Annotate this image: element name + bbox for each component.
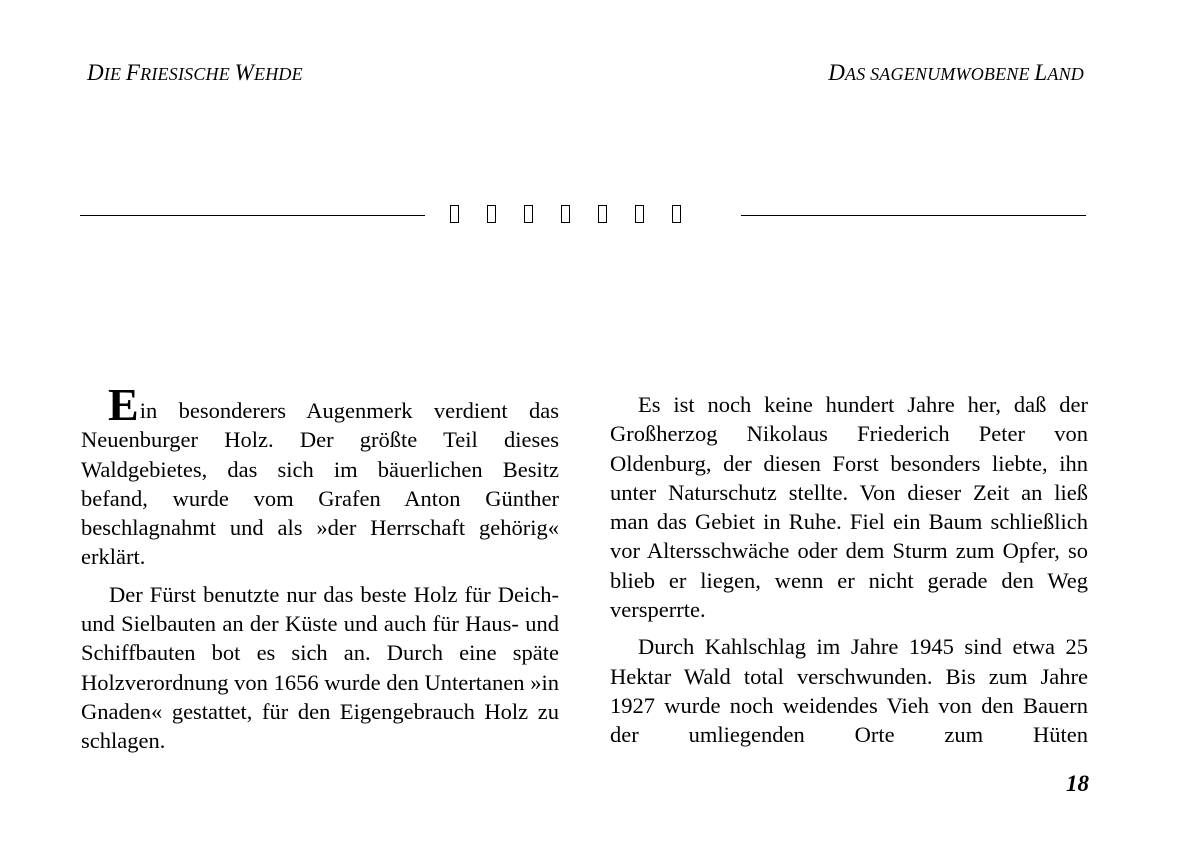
header-right-text: AS SAGENUMWOBENE [845,64,1035,84]
divider-rule-right [741,215,1086,216]
page-number: 18 [1066,771,1089,796]
missing-glyph-icon [672,205,681,223]
drop-cap: E [108,379,139,430]
paragraph [81,379,559,572]
header-right-cap: D [828,60,846,85]
missing-glyph-icon [524,205,533,223]
running-header-left [87,60,303,86]
missing-glyph-icon [450,205,459,223]
paragraph-text: Durch Kahlschlag im Jahre 1945 sind etwa 25 Hektar Wald total verschwunden. Bis zum Jahre 1927 wurde noch weidendes Vieh von den Bauern der umliegenden Orte zum Hüten [610,634,1088,748]
missing-glyph-icon [561,205,570,223]
paragraph [81,580,559,756]
header-right-cap: L [1034,60,1048,85]
header-left-cap: W [234,60,254,85]
ornamental-divider [80,203,1086,229]
text-column-left [81,379,559,764]
header-left-text: IE [103,64,126,84]
missing-glyph-icon [635,205,644,223]
text-column-right [610,390,1088,758]
paragraph [610,632,1088,749]
missing-glyph-icon [487,205,496,223]
paragraph-text: Es ist noch keine hundert Jahre her, daß der Großherzog Nikolaus Friederich Peter von Oldenburg, der diesen Forst besonders liebte, ihn unter Naturschutz stellte. Von dieser Zeit an ließ man das Gebiet in Ruhe. Fiel ein Baum schließlich vor Altersschwäche oder dem Sturm zum Opfer, so blieb er liegen, wenn er nicht gerade den Weg versperrte. [610,392,1088,623]
paragraph [610,390,1088,624]
paragraph-text: Der Fürst benutzte nur das beste Holz für Deich- und Sielbauten an der Küste und auch für Haus- und Schiffbauten bot es sich an. Durch eine späte Holzverordnung von 1656 wurde den Untertanen »in Gnaden« gestattet, für den Eigengebrauch Holz zu schlagen. [81,581,559,754]
divider-rule-left [80,215,425,216]
header-left-cap: F [125,60,141,85]
header-left-text: RIESISCHE [140,64,235,84]
header-left-text: EHDE [254,64,303,84]
divider-glyph-row [450,205,681,227]
missing-glyph-icon [598,205,607,223]
header-right-text: AND [1047,64,1084,84]
header-left-cap: D [87,60,104,85]
running-header-right [828,60,1084,86]
paragraph-text: in besonderers Augenmerk verdient das Neuenburger Holz. Der größte Teil dieses Waldgebietes, das sich im bäuerlichen Besitz befand, wurde vom Grafen Anton Günther beschlagnahmt und als »der Herrschaft gehörig« erklärt. [81,398,559,570]
